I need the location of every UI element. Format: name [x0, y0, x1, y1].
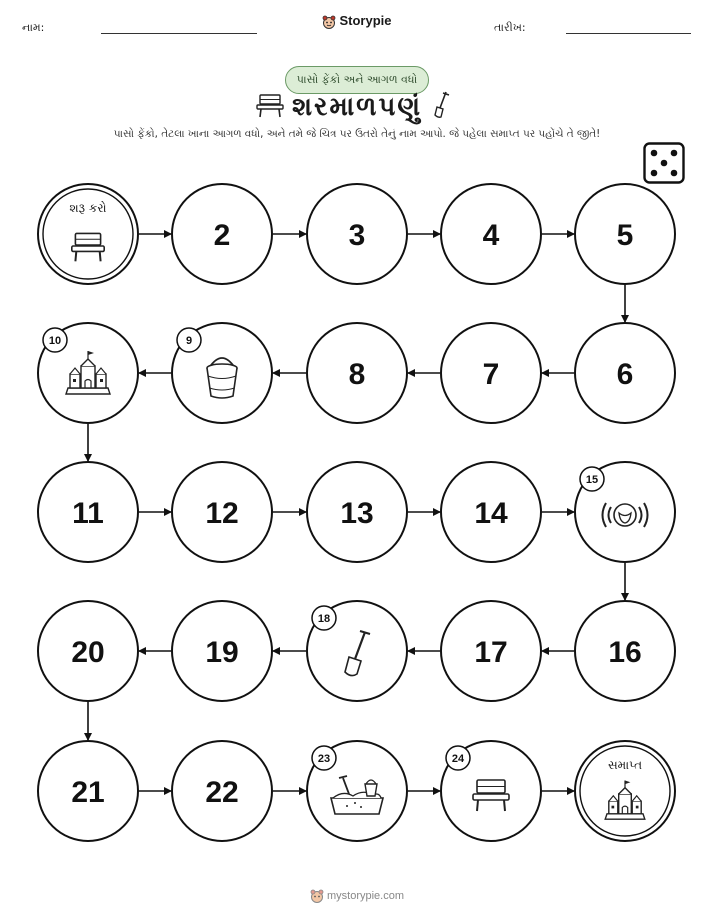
cell-badge-number: 9: [185, 335, 193, 347]
board-cell-25[interactable]: [575, 741, 675, 841]
board-cell-6[interactable]: [575, 323, 675, 423]
board-cell-13[interactable]: [307, 462, 407, 562]
instructions: પાસો ફેંકો, તેટલા ખાના આગળ વધો, અને તમે જે ચિત્ર પર ઉતરો તેનું નામ આપો. જે પહેલા સમાપ્ત પર પહોંચે તે જીતે!: [113, 128, 601, 140]
board-cell-11[interactable]: [38, 462, 138, 562]
cell-number: 5: [616, 219, 634, 252]
footer: [0, 889, 714, 903]
board-cell-17[interactable]: [441, 601, 541, 701]
cell-number: 7: [482, 358, 500, 391]
board-cell-18[interactable]: [307, 601, 407, 701]
subtitle-pill: પાસો ફેંકો અને આગળ વધો: [285, 66, 429, 94]
board-cell-22[interactable]: [172, 741, 272, 841]
storypie-logo-icon: [310, 889, 324, 903]
board-cell-1[interactable]: [38, 184, 138, 284]
footer-url: mystorypie.com: [326, 889, 405, 902]
board-cell-19[interactable]: [172, 601, 272, 701]
board-cell-21[interactable]: [38, 741, 138, 841]
board-cell-16[interactable]: [575, 601, 675, 701]
cell-number: 3: [348, 219, 366, 252]
finish-label: સમાપ્ત: [607, 758, 643, 772]
board-cell-2[interactable]: [172, 184, 272, 284]
start-label: શરૂ કરો: [69, 201, 107, 215]
cell-number: 6: [616, 358, 634, 391]
board-cell-7[interactable]: [441, 323, 541, 423]
board-cell-9[interactable]: [172, 323, 272, 423]
cell-number: 16: [608, 636, 642, 669]
board-cell-24[interactable]: [441, 741, 541, 841]
cell-number: 13: [340, 497, 374, 530]
cell-number: 20: [71, 636, 105, 669]
board-cell-10[interactable]: [38, 323, 138, 423]
bucket-icon: [207, 358, 237, 398]
cell-badge-number: 18: [317, 613, 331, 625]
board-cell-23[interactable]: [307, 741, 407, 841]
cell-number: 17: [474, 636, 508, 669]
name-label: નામ:: [22, 21, 45, 34]
cell-number: 11: [72, 497, 104, 530]
board-cell-20[interactable]: [38, 601, 138, 701]
cell-number: 4: [482, 219, 500, 252]
board-cell-5[interactable]: [575, 184, 675, 284]
page-title: શરમાળપણું: [291, 92, 423, 122]
cell-badge-number: 10: [48, 335, 62, 347]
cell-number: 22: [205, 776, 239, 809]
brand-name: Storypie: [339, 13, 392, 28]
cell-number: 8: [348, 358, 366, 391]
cell-number: 21: [71, 776, 105, 809]
board-cell-3[interactable]: [307, 184, 407, 284]
board-cell-8[interactable]: [307, 323, 407, 423]
cell-number: 2: [213, 219, 231, 252]
cell-number: 14: [474, 497, 508, 530]
cell-badge-number: 23: [317, 753, 331, 765]
cell-badge-number: 15: [585, 474, 599, 486]
board-cell-14[interactable]: [441, 462, 541, 562]
cell-badge-number: 24: [451, 753, 465, 765]
cell-number: 12: [205, 497, 239, 530]
board-cell-15[interactable]: [575, 462, 675, 562]
board-cell-12[interactable]: [172, 462, 272, 562]
cell-number: 19: [205, 636, 239, 669]
board-cell-4[interactable]: [441, 184, 541, 284]
date-label: તારીખ:: [494, 21, 526, 34]
